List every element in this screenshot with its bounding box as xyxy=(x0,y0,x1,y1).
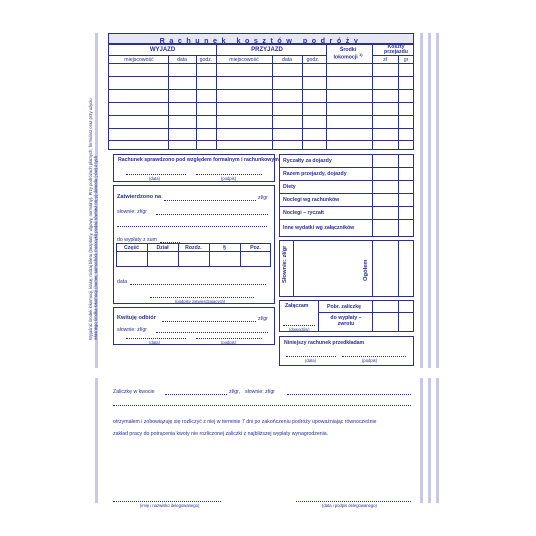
approve-do-wyplaty: do wypłaty z sum xyxy=(117,237,157,243)
left-margin-bar-lower xyxy=(95,378,98,503)
col-zl: zł xyxy=(383,56,387,63)
advance-slownie: słownie: zł/gr xyxy=(245,389,275,395)
cost-row-razem: Razem przejazdy, dojazdy xyxy=(283,171,347,177)
wyjazd-header: WYJAZD xyxy=(149,47,176,53)
cost-row-noclegi-ryczalt: Noclegi – ryczałt xyxy=(283,210,324,216)
approve-label: Zatwierdzono na xyxy=(117,194,162,200)
approve-currency: zł/gr xyxy=(258,195,268,201)
right-margin-bar-3 xyxy=(436,33,439,368)
advance-amount-label: Zaliczkę w kwocie xyxy=(113,389,155,395)
right-margin-bar-1 xyxy=(420,33,423,368)
attach-pobr: Pobr. zaliczkę xyxy=(327,304,362,310)
receipt-data-label: (data) xyxy=(149,339,160,345)
budget-col-poz: Poz. xyxy=(250,244,261,251)
budget-col-dzial: Dział xyxy=(156,244,169,251)
koszty-header: Koszty przejazdu xyxy=(384,44,408,56)
attach-do-wyplaty: do wypłaty – zwrotu xyxy=(330,315,362,327)
col-data-1: data xyxy=(176,56,188,63)
advance-text-2: zakład pracy do potrącenia kwoty nie rozliczonej zaliczki z najbliższej wypłaty wynagrodzenia. xyxy=(113,431,329,437)
approve-data-label: data xyxy=(117,279,128,285)
receipt-slownie: słownie: zł/gr xyxy=(117,327,147,333)
col-data-2: data xyxy=(281,56,293,63)
advance-currency: zł/gr, xyxy=(229,389,240,395)
presented-data-label: (data) xyxy=(305,357,316,363)
budget-col-paragraf: § xyxy=(223,244,226,251)
check-box-title: Rachunek sprawdzono pod względem formalnym i rachunkowym xyxy=(118,157,279,163)
col-miejscowosc-2: miejscowość xyxy=(229,56,259,63)
attach-dowodow: (dowodów) xyxy=(289,326,310,332)
approve-podpis-label: (podpisy zatwierdzających) xyxy=(175,299,226,304)
presented-podpis-label: (podpis) xyxy=(362,357,378,363)
attach-label: Załączam xyxy=(285,303,309,309)
words-total-box xyxy=(279,240,414,297)
budget-col-czesc: Część xyxy=(124,244,139,251)
right-margin-bar-lower-2 xyxy=(428,378,431,503)
form-title: Rachunek kosztów podróży xyxy=(159,35,363,45)
receipt-label: Kwituję odbiór xyxy=(117,315,156,321)
receipt-currency: zł/gr xyxy=(258,316,268,322)
col-godz-1: godz. xyxy=(199,56,213,63)
cost-row-diety: Diety xyxy=(283,184,296,190)
right-margin-bar-lower-3 xyxy=(436,378,439,503)
receipt-box xyxy=(113,307,275,345)
form-title-bar xyxy=(108,33,414,44)
cost-row-noclegi-rachunki: Noclegi wg rachunków xyxy=(283,197,340,203)
advance-signature-name: (imię i nazwisko delegowanego) xyxy=(140,503,200,508)
cost-row-ryczalty: Ryczałty za dojazdy xyxy=(283,158,332,164)
check-podpis-label: (podpis) xyxy=(221,176,237,181)
cost-row-inne: Inne wydatki wg załączników xyxy=(283,225,355,231)
slownie-vertical: Słownie: zł/gr xyxy=(282,245,288,283)
presented-label: Niniejszy rachunek przedkładam xyxy=(284,340,365,346)
side-note: Wyjaśnić środek lokomocji, klasę, rodzaj biletu (bezpłatny, ulgowy, normalny). Przy podróżach płatnych, formularz oraz przy użyciu własnego środka lokomocji (numer, samochód, motocykl) podać również nr(-y) dowodu (-ów) z tych xyxy=(88,98,98,340)
col-miejscowosc-1: miejscowość xyxy=(124,56,154,63)
srodki-header: Środki lokomocji $^{1)}$ xyxy=(333,47,363,62)
right-margin-bar-lower-1 xyxy=(420,378,423,503)
col-godz-2: godz. xyxy=(306,56,320,63)
col-gr: gr xyxy=(403,56,409,63)
receipt-podpis-label: (podpis) xyxy=(221,339,237,345)
advance-signature-date: (data i podpis delegowanego) xyxy=(322,503,377,508)
right-margin-bar-2 xyxy=(428,33,431,368)
check-data-label: (data) xyxy=(149,176,160,181)
approve-slownie: słownie: zł/gr xyxy=(117,209,147,215)
budget-col-rozdz: Rozdz. xyxy=(185,244,202,251)
ogolem-vertical: Ogółem xyxy=(363,259,369,281)
przyjazd-header: PRZYJAZD xyxy=(251,47,283,53)
advance-text-1: otrzymałem i zobowiązuję się rozliczyć z niej w terminie 7 dni po zakończeniu podróży upoważniając równocześnie xyxy=(113,419,377,425)
